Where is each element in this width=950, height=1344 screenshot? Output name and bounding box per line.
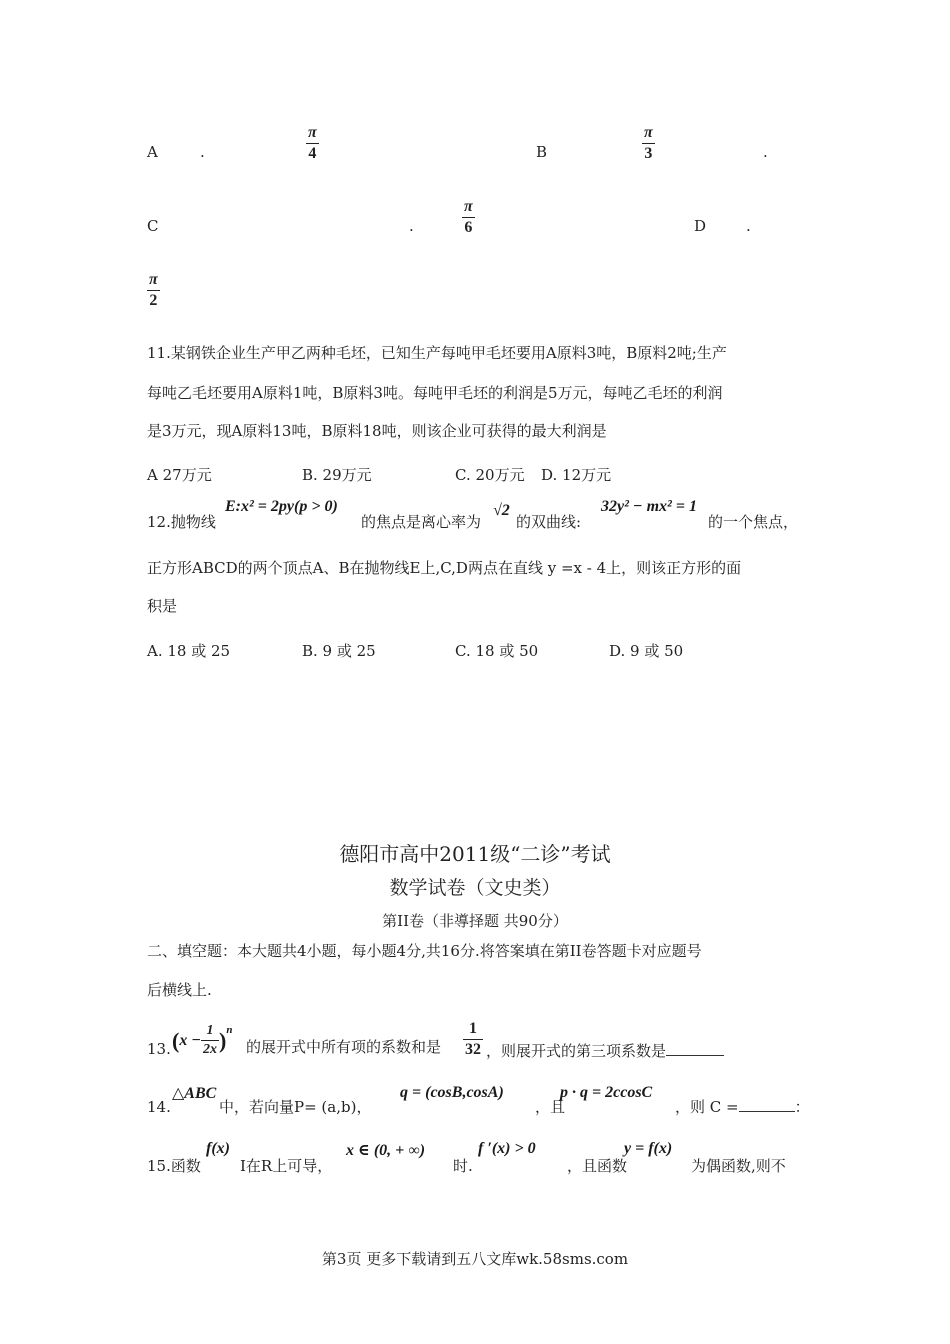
- fraction-bar: [306, 143, 319, 144]
- q13-suffix-text: ，则展开式的第三项系数是: [486, 1042, 667, 1060]
- option-a-label: A: [147, 143, 158, 161]
- fraction-denominator: 4: [308, 145, 317, 162]
- q13-suffix: [486, 1040, 724, 1061]
- exam-title: 德阳市高中2011级“二诊”考试: [339, 842, 611, 866]
- q12-suffix: 的一个焦点，: [708, 513, 799, 531]
- option-b-label: B: [536, 143, 548, 161]
- q11-option-a: A 27万元: [147, 466, 212, 484]
- exam-subtitle: 数学试卷（文史类）: [389, 877, 561, 899]
- q15-derivative: f ′(x) > 0: [478, 1140, 536, 1157]
- option-c-dot: .: [409, 217, 414, 235]
- section-heading: 第II卷（非導择题 共90分）: [382, 912, 568, 930]
- fraction-numerator: π: [308, 124, 317, 141]
- q15-fx: f(x): [206, 1140, 230, 1157]
- q15-text-3: ，且函数: [567, 1157, 628, 1175]
- page-footer: 第3页 更多下载请到五八文库wk.58sms.com: [321, 1250, 629, 1268]
- fraction-bar: [462, 217, 475, 218]
- fraction-numerator: π: [644, 124, 653, 141]
- q15-text-1: I在R上可导，: [240, 1157, 333, 1175]
- q12-option-a: A. 18 或 25: [147, 642, 231, 660]
- q12-text-2: 的双曲线:: [516, 513, 582, 531]
- option-c-label: C: [147, 217, 159, 235]
- option-a-fraction: [306, 125, 319, 162]
- q14-text-2: ，且: [535, 1098, 566, 1116]
- q14-triangle: △ABC: [172, 1085, 217, 1102]
- part2-instructions-line-1: 二、填空题：本大题共4小题，每小题4分,共16分.将答案填在第II卷答题卡对应题号: [147, 942, 702, 960]
- fraction-bar: [147, 290, 160, 291]
- q12-option-c: C. 18 或 50: [455, 642, 539, 660]
- option-a-dot: .: [200, 143, 205, 161]
- q13-fraction: [201, 1024, 219, 1057]
- q15-yfx: y = f(x): [624, 1140, 673, 1157]
- q13-number: 13.: [147, 1040, 171, 1058]
- q14-suffix-text: ，则 C =: [675, 1098, 739, 1116]
- part2-instructions-line-2: 后横线上.: [147, 981, 212, 999]
- q12-hyperbola-formula: 32y² − mx² = 1: [601, 498, 697, 515]
- option-b-fraction: [642, 125, 655, 162]
- q13-expr-x: x −: [179, 1031, 202, 1049]
- fraction-numerator: π: [149, 271, 158, 288]
- option-d-dot: .: [746, 217, 751, 235]
- q14-suffix: [675, 1096, 810, 1117]
- q12-text-1: 的焦点是离心率为: [361, 513, 482, 531]
- fraction-bar: [201, 1040, 219, 1041]
- q15-domain: x ∈ (0, + ∞): [346, 1142, 426, 1159]
- q14-end: ：: [794, 1098, 810, 1116]
- q11-line-3: 是3万元，现A原料13吨，B原料18吨，则该企业可获得的最大利润是: [147, 422, 607, 440]
- q12-parabola-formula: E:x² = 2py(p > 0): [225, 498, 338, 515]
- option-b-dot: .: [763, 143, 768, 161]
- q13-answer-blank[interactable]: [666, 1041, 724, 1056]
- q13-sum-fraction: [463, 1021, 483, 1058]
- q14-text-1: 中，若向量P= (a,b)，: [219, 1098, 372, 1116]
- q11-line-1: 11.某钢铁企业生产甲乙两种毛坯，已知生产每吨甲毛坯要用A原料3吨，B原料2吨;生产: [147, 344, 727, 362]
- q15-text-2: 时.: [453, 1157, 473, 1175]
- q11-line-2: 每吨乙毛坯要用A原料1吨，B原料3吨。每吨甲毛坯的利润是5万元，每吨乙毛坯的利润: [147, 384, 723, 402]
- q12-line-3: 积是: [147, 597, 178, 615]
- fraction-bar: [463, 1039, 483, 1040]
- option-d-fraction: [147, 272, 160, 309]
- q12-line-2: 正方形ABCD的两个顶点A、B在抛物线E上,C,D两点在直线 y =x - 4上，则该正方形的面: [147, 559, 742, 577]
- option-c-fraction: [462, 199, 475, 236]
- fraction-bar: [642, 143, 655, 144]
- q12-sqrt: √2: [493, 502, 510, 519]
- q11-option-c: C. 20万元: [455, 466, 525, 484]
- q14-vector-q: q = (cosB,cosA): [400, 1084, 504, 1101]
- fraction-denominator: 3: [644, 145, 653, 162]
- q14-number: 14.: [147, 1098, 171, 1116]
- fraction-denominator: 32: [465, 1041, 481, 1058]
- fraction-denominator: 2x: [203, 1042, 218, 1057]
- q13-formula: ( x − $\frac{1}{2x}$ ) n: [172, 1023, 233, 1057]
- fraction-numerator: 1: [206, 1023, 214, 1038]
- fraction-denominator: 2: [149, 292, 158, 309]
- q15-number: 15.函数: [147, 1157, 201, 1175]
- q12-prefix: 12.抛物线: [147, 513, 216, 531]
- q13-text: 的展开式中所有项的系数和是: [246, 1038, 442, 1056]
- fraction-numerator: 1: [469, 1020, 477, 1037]
- option-d-label: D: [694, 217, 707, 235]
- q11-option-b: B. 29万元: [302, 466, 372, 484]
- q11-option-d: D. 12万元: [541, 466, 612, 484]
- q14-condition: p · q = 2ccosC: [560, 1084, 653, 1101]
- fraction-numerator: π: [464, 198, 473, 215]
- q12-option-d: D. 9 或 50: [609, 642, 684, 660]
- fraction-denominator: 6: [464, 219, 473, 236]
- q12-option-b: B. 9 或 25: [302, 642, 376, 660]
- q14-answer-blank[interactable]: [739, 1097, 795, 1112]
- q15-suffix: 为偶函数,则不: [691, 1157, 786, 1175]
- q13-exponent: n: [226, 1024, 233, 1036]
